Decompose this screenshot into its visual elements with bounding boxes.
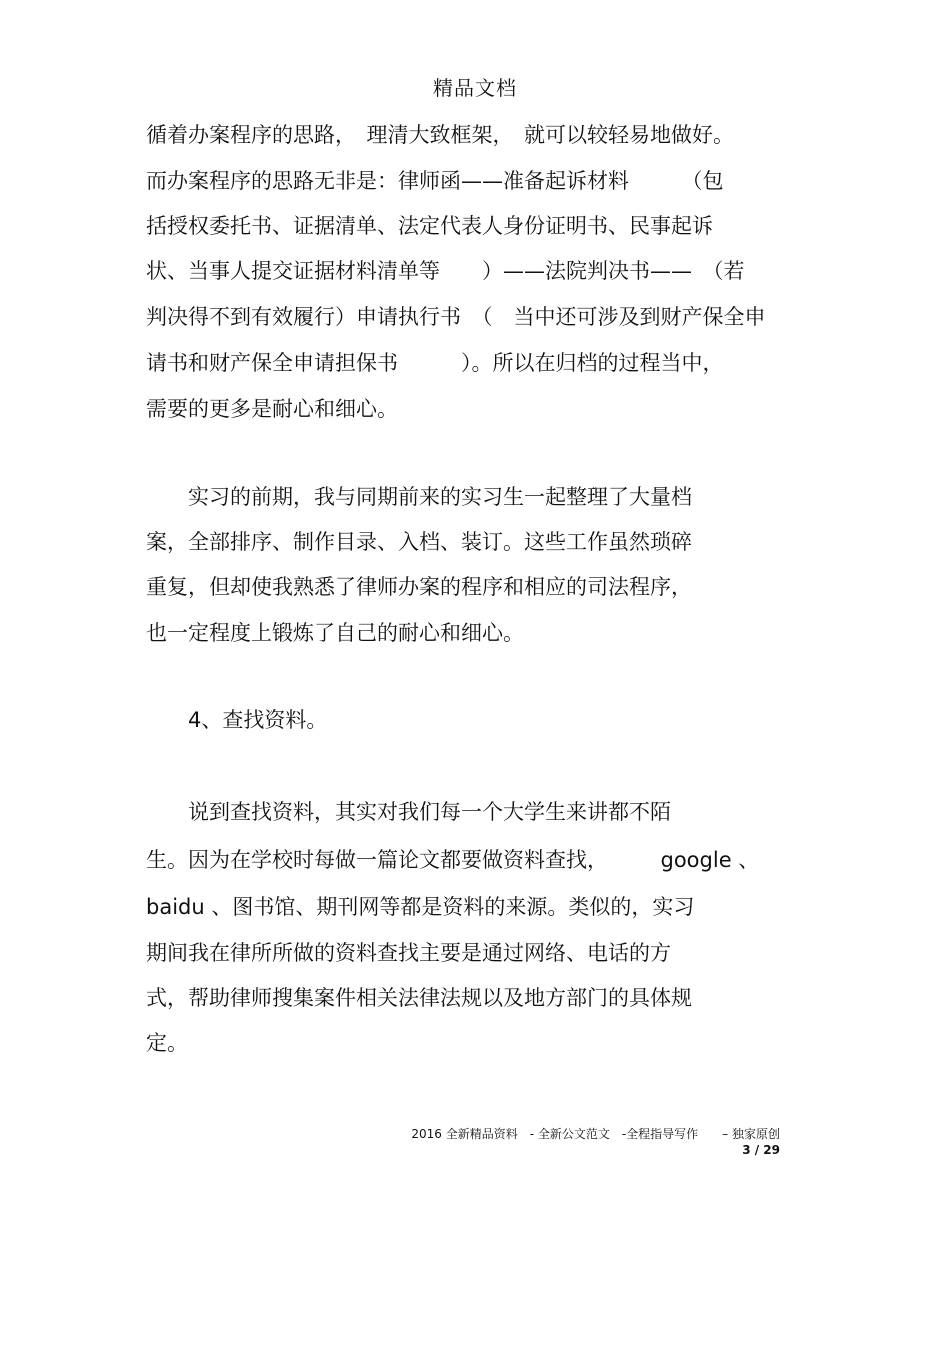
paragraph-2-line-4: 也一定程度上锻炼了自己的耐心和细心。 — [146, 621, 524, 645]
page-header-title: 精品文档 — [433, 76, 517, 100]
paragraph-1-line-6: 请书和财产保全申请担保书 ）。所以在归档的过程当中， — [146, 351, 724, 375]
paragraph-2-line-1: 实习的前期，我与同期前来的实习生一起整理了大量档 — [146, 485, 692, 509]
section-heading: 4、查找资料。 — [146, 708, 328, 732]
paragraph-4-line-3: baidu 、图书馆、期刊网等都是资料的来源。类似的，实习 — [146, 895, 695, 919]
paragraph-1-line-2: 而办案程序的思路无非是：律师函——准备起诉材料 （包 — [146, 169, 724, 193]
paragraph-2-line-3: 重复，但却使我熟悉了律师办案的程序和相应的司法程序， — [146, 575, 692, 599]
paragraph-4-line-1: 说到查找资料，其实对我们每一个大学生来讲都不陌 — [146, 800, 671, 824]
paragraph-1-line-5: 判决得不到有效履行）申请执行书 （ 当中还可涉及到财产保全申 — [146, 305, 766, 329]
paragraph-4-line-2: 生。因为在学校时每做一篇论文都要做资料查找， google 、 — [146, 848, 760, 872]
footer-text: 2016 全新精品资料 - 全新公文范文 -全程指导写作 – 独家原创 — [411, 1127, 780, 1141]
paragraph-4-line-4: 期间我在律所所做的资料查找主要是通过网络、电话的方 — [146, 941, 671, 965]
page-number: 3 / 29 — [742, 1143, 780, 1157]
paragraph-1-line-1: 循着办案程序的思路， 理清大致框架， 就可以较轻易地做好。 — [146, 123, 734, 147]
paragraph-4-line-6: 定。 — [146, 1031, 188, 1055]
paragraph-4-line-5: 式，帮助律师搜集案件相关法律法规以及地方部门的具体规 — [146, 986, 692, 1010]
paragraph-1-line-4: 状、当事人提交证据材料清单等 ）——法院判决书—— （若 — [146, 259, 745, 283]
paragraph-1-line-7: 需要的更多是耐心和细心。 — [146, 397, 398, 421]
paragraph-2-line-2: 案，全部排序、制作目录、入档、装订。这些工作虽然琐碎 — [146, 530, 692, 554]
paragraph-1-line-3: 括授权委托书、证据清单、法定代表人身份证明书、民事起诉 — [146, 214, 713, 238]
